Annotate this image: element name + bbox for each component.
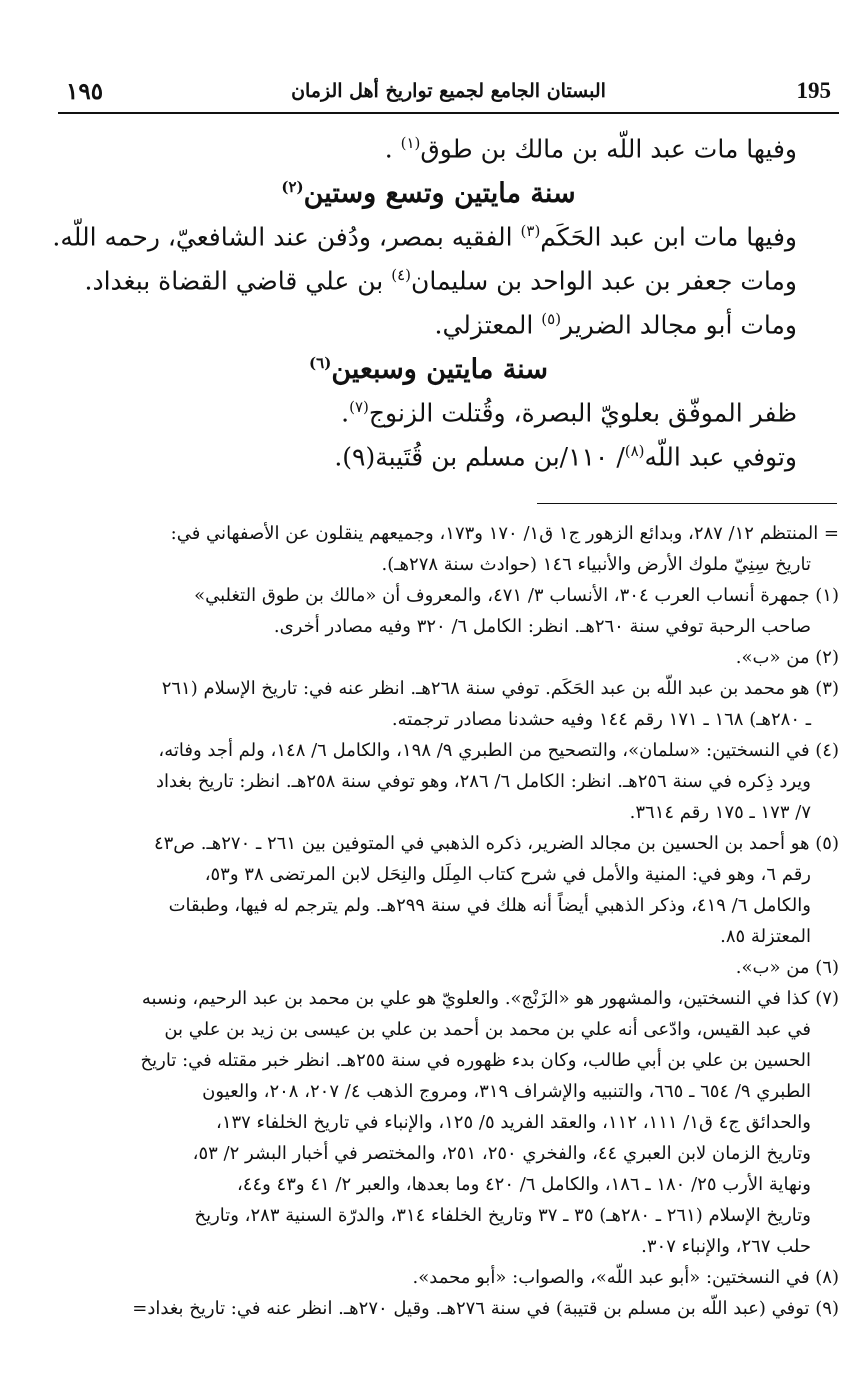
footnote	[28, 673, 839, 735]
running-title: البستان الجامع لجميع تواريخ أهل الزمان	[291, 80, 606, 102]
footnote-line: تاريخ سِنِيّ ملوك الأرض والأنبياء ١٤٦ (حوادث سنة ٢٧٨هـ).	[381, 554, 811, 575]
footnote-ref: (٦)	[309, 354, 332, 372]
text-line: وتوفي عبد اللّه$^{(٨)}$/ ١١٠/بن مسلم بن قُتَيبة(٩).	[334, 442, 797, 472]
footnote-line: (٩) توفي (عبد اللّه بن مسلم بن قتيبة) في سنة ٢٧٦هـ. وقيل ٢٧٠هـ. انظر عنه في: تاريخ بغداد=	[132, 1298, 839, 1319]
footnote	[28, 580, 839, 642]
footnote-ref: (٧)	[349, 398, 369, 416]
page-number-latin: 195	[796, 78, 831, 103]
footnote-line: والكامل ٦/ ٤١٩، وذكر الذهبي أيضاً أنه هلك في سنة ٢٩٩هـ. ولم يترجم له فيها، وطبقات	[168, 895, 811, 916]
year-heading: سنة مايتين وتسع وستين$^{(٢)}$	[281, 178, 576, 209]
text-line: ومات جعفر بن عبد الواحد بن سليمان$^{(٤)}$ بن علي قاضي القضاة ببغداد.	[84, 266, 797, 296]
footnote-line: (٦) من «ب».	[735, 957, 839, 978]
footnote-line: والحدائق ج٤ ق١/ ١١١، ١١٢، والعقد الفريد ٥/ ١٢٥، والإنباء في تاريخ الخلفاء ١٣٧،	[216, 1112, 811, 1133]
footnote-divider	[537, 503, 837, 504]
main-text	[52, 128, 797, 480]
footnote-line: وتاريخ الزمان لابن العبري ٤٤، والفخري ٢٥٠، ٢٥١، والمختصر في أخبار البشر ٢/ ٥٣،	[192, 1143, 811, 1164]
footnote	[28, 1293, 839, 1324]
footnote-line: = المنتظم ١٢/ ٢٨٧، وبدائع الزهور ج١ ق١/ ١٧٠ و١٧٣، وجميعهم ينقلون عن الأصفهاني في:	[170, 523, 839, 544]
footnote-line: الطبري ٩/ ٦٥٤ ـ ٦٦٥، والتنبيه والإشراف ٣١٩، ومروج الذهب ٤/ ٢٠٧، ٢٠٨، والعيون	[202, 1081, 811, 1102]
footnote-line: صاحب الرحبة توفي سنة ٢٦٠هـ. انظر: الكامل ٦/ ٣٢٠ وفيه مصادر أخرى.	[273, 616, 811, 637]
footnote-line: المعتزلة ٨٥.	[720, 926, 811, 947]
footnote-ref: (٤)	[391, 266, 411, 284]
footnote-line: (٧) كذا في النسختين، والمشهور هو «الزَنْج». والعلويّ هو علي بن محمد بن عبد الرحيم، ونسبه	[141, 988, 839, 1009]
footnote-line: ٧/ ١٧٣ ـ ١٧٥ رقم ٣٦١٤.	[629, 802, 811, 823]
footnote-line: رقم ٦، وهو في: المنية والأمل في شرح كتاب المِلَل والنِحَل لابن المرتضى ٣٨ و٥٣،	[204, 864, 811, 885]
footnote-line: وتاريخ الإسلام (٢٦١ ـ ٢٨٠هـ) ٣٥ ـ ٣٧ وتاريخ الخلفاء ٣١٤، والدرّة السنية ٢٨٣، وتاريخ	[194, 1205, 811, 1226]
footnote-line: (٤) في النسختين: «سلمان»، والتصحيح من الطبري ٩/ ١٩٨، والكامل ٦/ ١٤٨، ولم أجد وفاته،	[158, 740, 839, 761]
footnotes	[28, 518, 839, 1324]
footnote	[28, 1262, 839, 1293]
footnote-ref: (٢)	[281, 178, 304, 196]
footnote	[28, 828, 839, 952]
footnote-line: (٢) من «ب».	[735, 647, 839, 668]
page-header	[58, 72, 839, 114]
footnote-line: الحسين بن علي بن أبي طالب، وكان بدء ظهوره في سنة ٢٥٥هـ. انظر خبر مقتله في: تاريخ	[140, 1050, 811, 1071]
footnote-ref: (١)	[400, 134, 421, 152]
text-line: ومات أبو مجالد الضرير$^{(٥)}$ المعتزلي.	[434, 310, 797, 340]
footnote-line: ونهاية الأرب ٢٥/ ١٨٠ ـ ١٨٦، والكامل ٦/ ٤٢٠ وما بعدها، والعبر ٢/ ٤١ و٤٣ و٤٤،	[236, 1174, 811, 1195]
footnote	[28, 642, 839, 673]
footnote-line: (١) جمهرة أنساب العرب ٣٠٤، الأنساب ٣/ ٤٧١، والمعروف أن «مالك بن طوق التغلبي»	[194, 585, 839, 606]
footnote	[28, 952, 839, 983]
footnote-line: (٥) هو أحمد بن الحسين بن مجالد الضرير، ذكره الذهبي في المتوفين بين ٢٦١ ـ ٢٧٠هـ. ص٤٣	[153, 833, 839, 854]
year-heading: سنة مايتين وسبعين$^{(٦)}$	[309, 354, 548, 385]
footnote-line: (٣) هو محمد بن عبد اللّه بن عبد الحَكَم. توفي سنة ٢٦٨هـ. انظر عنه في: تاريخ الإسلام (٢٦١	[161, 678, 839, 699]
text-line: وفيها مات عبد اللّه بن مالك بن طوق$^{(١)}$ .	[384, 134, 797, 164]
footnote-ref: (٨)	[624, 442, 645, 460]
footnote-line: حلب ٢٦٧، والإنباء ٣٠٧.	[641, 1236, 811, 1257]
footnote-line: ويرد ذِكره في سنة ٢٥٦هـ. انظر: الكامل ٦/ ٢٨٦، وهو توفي سنة ٢٥٨هـ. انظر: تاريخ بغداد	[155, 771, 811, 792]
footnote	[28, 735, 839, 828]
page-number-arabic: ١٩٥	[66, 78, 104, 105]
footnote-line: (٨) في النسختين: «أبو عبد اللّه»، والصواب: «أبو محمد».	[412, 1267, 839, 1288]
footnote-line: في عبد القيس، وادّعى أنه علي بن محمد بن أحمد بن علي بن عيسى بن زيد بن علي بن	[164, 1019, 811, 1040]
footnote	[28, 518, 839, 580]
text-line: وفيها مات ابن عبد الحَكَم$^{(٣)}$ الفقيه بمصر، ودُفن عند الشافعيّ، رحمه اللّه.	[52, 222, 797, 252]
footnote-ref: (٥)	[541, 310, 562, 328]
text-line: ظفر الموفّق بعلويّ البصرة، وقُتلت الزنوج$^{(٧)}$.	[341, 398, 797, 428]
footnote-ref: (٣)	[520, 222, 541, 240]
footnote	[28, 983, 839, 1262]
footnote-line: ـ ٢٨٠هـ) ١٦٨ ـ ١٧١ رقم ١٤٤ وفيه حشدنا مصادر ترجمته.	[391, 709, 811, 730]
